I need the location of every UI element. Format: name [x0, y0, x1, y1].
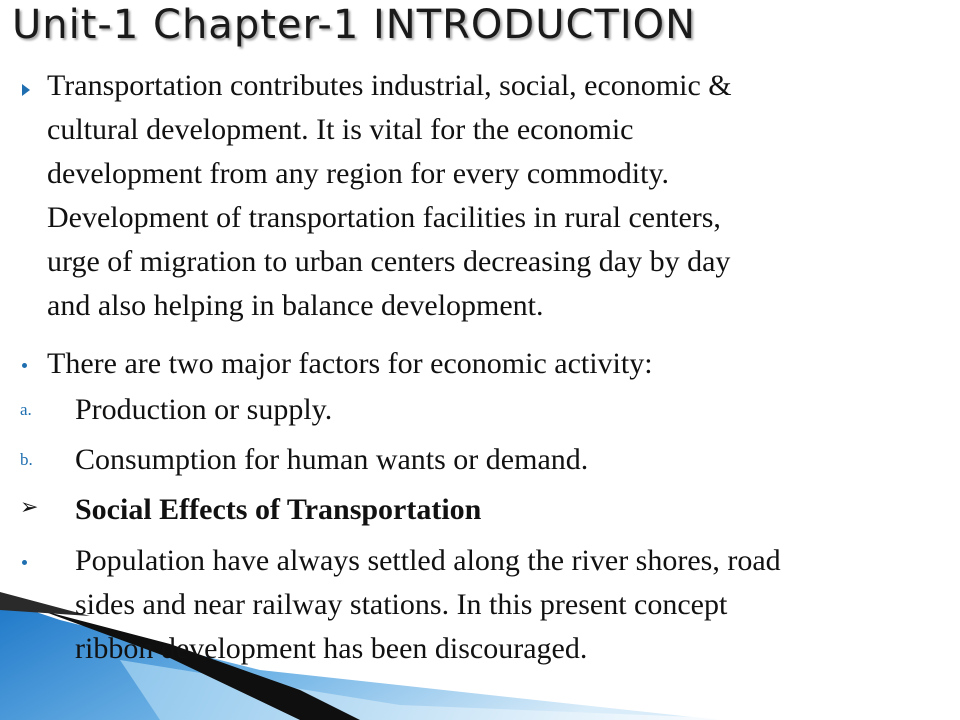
bullet-dot-icon: [22, 560, 27, 565]
bullet-text: There are two major factors for economic activity:: [47, 347, 653, 380]
paragraph-line: Development of transportation facilities in rural centers,: [47, 201, 721, 234]
paragraph-line: Transportation contributes industrial, social, economic &: [47, 69, 732, 102]
paragraph-line: sides and near railway stations. In this present concept: [75, 588, 728, 621]
paragraph-line: development from any region for every commodity.: [47, 157, 670, 190]
bullet-dot-icon: [22, 363, 27, 368]
paragraph-line: and also helping in balance development.: [47, 289, 544, 322]
section-heading: Social Effects of Transportation: [75, 493, 482, 526]
arrow-bullet-icon: ➢: [20, 495, 39, 520]
triangle-bullet-icon: [22, 84, 30, 96]
list-marker: b.: [20, 450, 33, 469]
list-marker: a.: [20, 400, 32, 419]
paragraph-line: Population have always settled along the river shores, road: [75, 544, 781, 577]
slide-title: Unit-1 Chapter-1 INTRODUCTION: [12, 2, 697, 48]
list-item: Consumption for human wants or demand.: [75, 443, 589, 476]
paragraph-line: cultural development. It is vital for the economic: [47, 113, 634, 146]
paragraph-line: urge of migration to urban centers decreasing day by day: [47, 245, 731, 278]
paragraph-line: ribbon development has been discouraged.: [75, 632, 588, 665]
list-item: Production or supply.: [75, 393, 333, 426]
